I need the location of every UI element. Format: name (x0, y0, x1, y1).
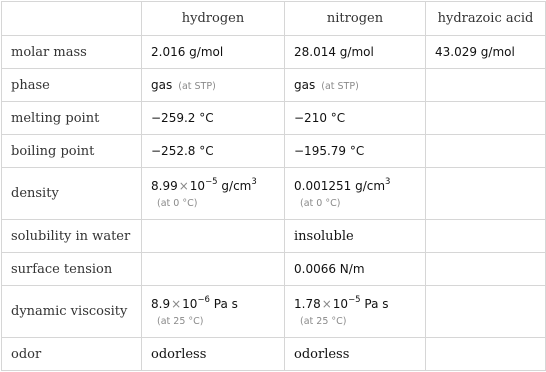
properties-table (1, 1, 546, 371)
cell-hydrazoic-acid-melting-point (426, 102, 546, 135)
condition-note: (at 25 °C) (300, 315, 347, 327)
table-row (2, 102, 546, 135)
times-sign: × (171, 296, 182, 311)
row-label-phase: phase (2, 69, 142, 102)
condition-note: (at 0 °C) (157, 197, 198, 209)
header-hydrogen: hydrogen (142, 2, 285, 36)
cell-hydrazoic-acid-density (426, 168, 546, 220)
row-label-molar-mass: molar mass (2, 36, 142, 69)
times-sign: × (178, 178, 189, 193)
header-corner (2, 2, 142, 36)
cell-hydrogen-dynamic-viscosity (142, 286, 285, 338)
mantissa: 1.78 (294, 296, 321, 311)
cell-hydrogen-solubility (142, 220, 285, 253)
table-row (2, 286, 546, 338)
condition-note: (at STP) (321, 80, 359, 92)
row-label-melting-point: melting point (2, 102, 142, 135)
cell-hydrogen-melting-point: −259.2 °C (142, 102, 285, 135)
table-row (2, 253, 546, 286)
table-row (2, 69, 546, 102)
row-label-density: density (2, 168, 142, 220)
cell-nitrogen-odor: odorless (285, 338, 426, 371)
cell-hydrogen-molar-mass: 2.016 g/mol (142, 36, 285, 69)
exponent: −6 (197, 294, 210, 305)
value-text (151, 176, 257, 193)
cell-hydrazoic-acid-surface-tension (426, 253, 546, 286)
cell-hydrogen-phase (142, 69, 285, 102)
cell-nitrogen-density (285, 168, 426, 220)
cell-nitrogen-surface-tension: 0.0066 N/m (285, 253, 426, 286)
condition-note: (at 25 °C) (157, 315, 204, 327)
cell-hydrazoic-acid-molar-mass: 43.029 g/mol (426, 36, 546, 69)
unit-exponent: 3 (385, 176, 391, 187)
header-row (2, 2, 546, 36)
value-text (294, 294, 389, 311)
table-row (2, 338, 546, 371)
mantissa: 8.99 (151, 178, 178, 193)
unit: Pa s (364, 296, 389, 311)
base: 10 (332, 296, 349, 311)
table-row (2, 36, 546, 69)
row-label-odor: odor (2, 338, 142, 371)
cell-nitrogen-dynamic-viscosity (285, 286, 426, 338)
base: 10 (182, 296, 198, 311)
cell-nitrogen-melting-point: −210 °C (285, 102, 426, 135)
unit: g/cm (221, 178, 252, 193)
cell-hydrazoic-acid-odor (426, 338, 546, 371)
value-text (294, 176, 391, 193)
cell-hydrazoic-acid-dynamic-viscosity (426, 286, 546, 338)
cell-hydrogen-odor: odorless (142, 338, 285, 371)
condition-note: (at STP) (178, 80, 216, 92)
cell-hydrogen-surface-tension (142, 253, 285, 286)
cell-nitrogen-boiling-point: −195.79 °C (285, 135, 426, 168)
cell-hydrazoic-acid-solubility (426, 220, 546, 253)
cell-hydrazoic-acid-phase (426, 69, 546, 102)
value-text: gas (151, 77, 173, 92)
cell-nitrogen-phase (285, 69, 426, 102)
value-text (151, 294, 238, 311)
value-text: gas (294, 77, 316, 92)
condition-note: (at 0 °C) (300, 197, 341, 209)
mantissa: 8.9 (151, 296, 171, 311)
table-row (2, 168, 546, 220)
unit-exponent: 3 (251, 176, 257, 187)
table-row (2, 135, 546, 168)
cell-hydrogen-boiling-point: −252.8 °C (142, 135, 285, 168)
cell-nitrogen-molar-mass: 28.014 g/mol (285, 36, 426, 69)
row-label-surface-tension: surface tension (2, 253, 142, 286)
row-label-boiling-point: boiling point (2, 135, 142, 168)
table-row (2, 220, 546, 253)
row-label-dynamic-viscosity: dynamic viscosity (2, 286, 142, 338)
cell-hydrazoic-acid-boiling-point (426, 135, 546, 168)
header-nitrogen: nitrogen (285, 2, 426, 36)
cell-hydrogen-density (142, 168, 285, 220)
base: 10 (189, 178, 206, 193)
exponent: −5 (348, 294, 361, 305)
header-hydrazoic-acid: hydrazoic acid (426, 2, 546, 36)
exponent: −5 (205, 176, 218, 187)
value: 0.001251 g/cm (294, 178, 386, 193)
row-label-solubility: solubility in water (2, 220, 142, 253)
unit: Pa s (213, 296, 238, 311)
cell-nitrogen-solubility: insoluble (285, 220, 426, 253)
times-sign: × (321, 296, 332, 311)
